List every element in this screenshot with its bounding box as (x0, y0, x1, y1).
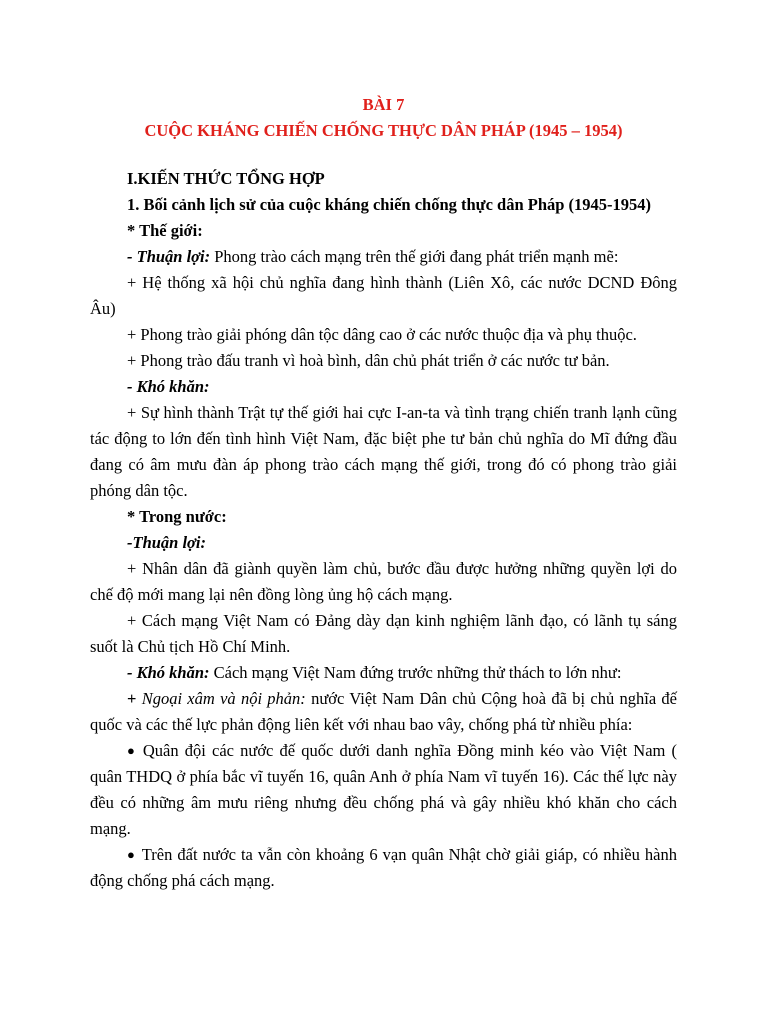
domestic-adv-item: + Cách mạng Việt Nam có Đảng dày dạn kinh nghiệm lãnh đạo, có lãnh tụ sáng suốt là Chủ tịch Hồ Chí Minh. (90, 611, 677, 656)
bullet-text: Trên đất nước ta vẫn còn khoảng 6 vạn quân Nhật chờ giải giáp, có nhiều hành động chống phá cách mạng. (90, 845, 677, 890)
invaders-text: nước Việt Nam Dân chủ Cộng hoà đã bị chủ nghĩa đế quốc và các thế lực phản động liên kết với nhau bao vây, chống phá từ nhiều phía: (90, 689, 677, 734)
world-advantages-line (90, 244, 677, 270)
domestic-difficulties-text: Cách mạng Việt Nam đứng trước những thử thách to lớn như: (209, 663, 622, 682)
world-advantages-text: Phong trào cách mạng trên thế giới đang phát triển mạnh mẽ: (210, 247, 619, 266)
spacer (90, 144, 677, 166)
section-heading: I.KIẾN THỨC TỔNG HỢP (127, 169, 325, 188)
world-difficulties-label: - Khó khăn: (127, 377, 210, 396)
world-adv-item: + Hệ thống xã hội chủ nghĩa đang hình thành (Liên Xô, các nước DCND Đông Âu) (90, 273, 677, 318)
world-heading: * Thế giới: (127, 221, 203, 240)
bullet-item (90, 738, 677, 842)
domestic-difficulties-label: - Khó khăn: (127, 663, 210, 682)
domestic-advantages-label: -Thuận lợi: (127, 533, 206, 552)
bullet-dot-icon: ● (127, 847, 136, 862)
bullet-text: Quân đội các nước đế quốc dưới danh nghĩa Đồng minh kéo vào Việt Nam ( quân THDQ ở phía bắc vĩ tuyến 16, quân Anh ở phía Nam vĩ tuyến 16). Các thế lực này đều có những âm mưu riêng nhưng đều chống phá và gây nhiều khó khăn cho cách mạng. (90, 741, 677, 838)
lesson-title: CUỘC KHÁNG CHIẾN CHỐNG THỰC DÂN PHÁP (1945 – 1954) (144, 121, 623, 140)
invaders-label: Ngoại xâm và nội phản: (141, 689, 306, 708)
bullet-dot-icon: ● (127, 743, 137, 758)
domestic-heading: * Trong nước: (127, 507, 227, 526)
bullet-item (90, 842, 677, 894)
world-diff-item: + Sự hình thành Trật tự thế giới hai cực I-an-ta và tình trạng chiến tranh lạnh cũng tác động to lớn đến tình hình Việt Nam, đặc biệt phe tư bản chủ nghĩa do Mĩ đứng đầu đang có âm mưu đàn áp phong trào cách mạng thế giới, trong đó có phong trào giải phóng dân tộc. (90, 403, 677, 500)
domestic-adv-item: + Nhân dân đã giành quyền làm chủ, bước đầu được hưởng những quyền lợi do chế độ mới mang lại nên đồng lòng ủng hộ cách mạng. (90, 559, 677, 604)
world-adv-item: + Phong trào đấu tranh vì hoà bình, dân chủ phát triển ở các nước tư bản. (127, 351, 610, 370)
subsection-heading: 1. Bối cảnh lịch sử của cuộc kháng chiến chống thực dân Pháp (1945-1954) (127, 195, 652, 214)
lesson-number: BÀI 7 (362, 95, 405, 114)
invaders-prefix: + (127, 689, 142, 708)
invaders-paragraph (90, 686, 677, 738)
domestic-difficulties-line (90, 660, 677, 686)
world-advantages-label: - Thuận lợi: (127, 247, 211, 266)
document-page (90, 92, 677, 894)
world-adv-item: + Phong trào giải phóng dân tộc dâng cao ở các nước thuộc địa và phụ thuộc. (127, 325, 637, 344)
